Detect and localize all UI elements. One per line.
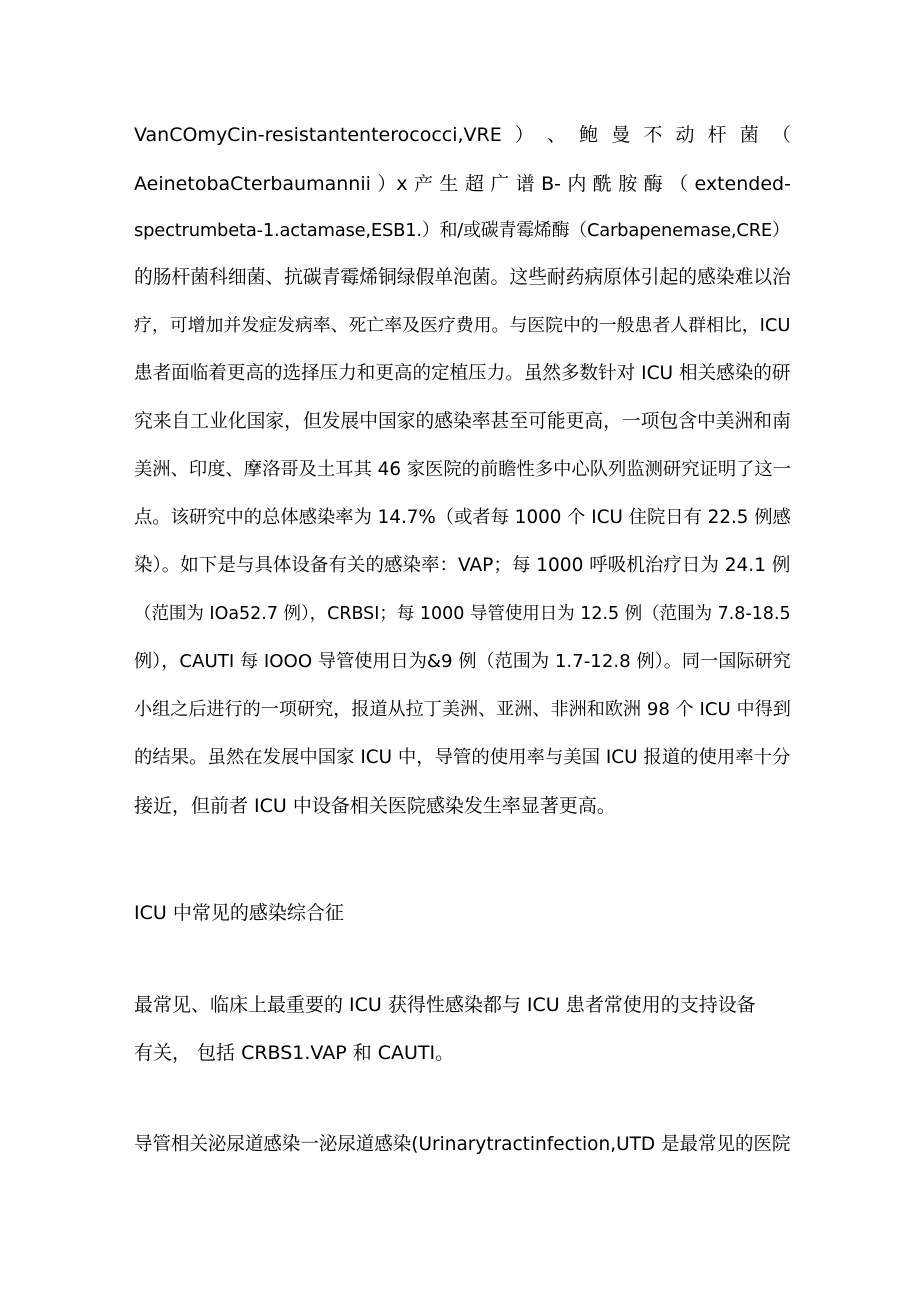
token: 产 xyxy=(413,173,433,195)
token: 鲍 xyxy=(579,124,599,146)
paragraph1-line-4: 的肠杆菌科细菌、抗碳青霉烯铜绿假单泡菌。这些耐药病原体引起的感染难以治 xyxy=(134,267,791,288)
paragraph3-line-1: 导管相关泌尿道感染一泌尿道感染(Urinarytractinfection,UTD 是最常见的医院 xyxy=(134,1134,791,1155)
token: VanCOmyCin-resistantenterococci,VRE xyxy=(134,124,502,146)
paragraph1-line-11: （范围为 IOa52.7 例），CRBSI；每 1000 导管使用日为 12.5 例（范围为 7.8-18.5 xyxy=(134,604,791,624)
token: AeinetobaCterbaumannii xyxy=(134,173,371,195)
token: B- xyxy=(541,173,561,195)
paragraph1-line-3: spectrumbeta-1.actamase,ESB1.）和/或碳青霉烯酶（Carbapenemase,CRE） xyxy=(134,220,790,241)
token: 菌 xyxy=(739,124,759,146)
paragraph1-line-10: 染）。如下是与具体设备有关的感染率：VAP；每 1000 呼吸机治疗日为 24.1 例 xyxy=(134,555,791,576)
token: 动 xyxy=(675,124,695,146)
token: 酶 xyxy=(643,173,663,195)
token: （ xyxy=(669,173,689,195)
paragraph1-line-7: 究来自工业化国家，但发展中国家的感染率甚至可能更高，一项包含中美洲和南 xyxy=(134,411,791,432)
token: 谱 xyxy=(515,173,535,195)
token: extended- xyxy=(694,173,791,195)
token: ） xyxy=(514,124,534,146)
paragraph1-line-13: 小组之后进行的一项研究，报道从拉丁美洲、亚洲、非洲和欧洲 98 个 ICU 中得到 xyxy=(134,699,791,720)
paragraph1-line-2 xyxy=(134,171,791,197)
token: 、 xyxy=(546,124,566,146)
token: 内 xyxy=(567,173,587,195)
token: 杆 xyxy=(707,124,727,146)
token: （ xyxy=(771,124,791,146)
token: ）x xyxy=(377,173,408,195)
paragraph1-line-12: 例），CAUTI 每 IOOO 导管使用日为&9 例（范围为 1.7-12.8 例）。同一国际研究 xyxy=(134,651,791,672)
paragraph2-line-1: 最常见、临床上最重要的 ICU 获得性感染都与 ICU 患者常使用的支持设备 xyxy=(134,994,756,1016)
paragraph2-line-2: 有关， 包括 CRBS1.VAP 和 CAUTI。 xyxy=(134,1042,455,1064)
paragraph1-line-9: 点。该研究中的总体感染率为 14.7%（或者每 1000 个 ICU 住院日有 22.5 例感 xyxy=(134,507,791,528)
paragraph1-line-15: 接近，但前者 ICU 中设备相关医院感染发生率显著更高。 xyxy=(134,795,616,817)
paragraph1-line-5: 疗，可增加并发症发病率、死亡率及医疗费用。与医院中的一般患者人群相比，ICU xyxy=(134,315,791,336)
token: 胺 xyxy=(618,173,638,195)
token: 广 xyxy=(490,173,510,195)
section-heading: ICU 中常见的感染综合征 xyxy=(134,902,344,924)
token: 不 xyxy=(643,124,663,146)
paragraph1-line-14: 的结果。虽然在发展中国家 ICU 中，导管的使用率与美国 ICU 报道的使用率十分 xyxy=(134,747,791,768)
token: 超 xyxy=(464,173,484,195)
token: 酰 xyxy=(592,173,612,195)
token: 曼 xyxy=(611,124,631,146)
paragraph1-line-1 xyxy=(134,122,791,148)
paragraph1-line-8: 美洲、印度、摩洛哥及土耳其 46 家医院的前瞻性多中心队列监测研究证明了这一 xyxy=(134,459,792,480)
paragraph1-line-6: 患者面临着更高的选择压力和更高的定植压力。虽然多数针对 ICU 相关感染的研 xyxy=(134,363,791,384)
token: 生 xyxy=(439,173,459,195)
